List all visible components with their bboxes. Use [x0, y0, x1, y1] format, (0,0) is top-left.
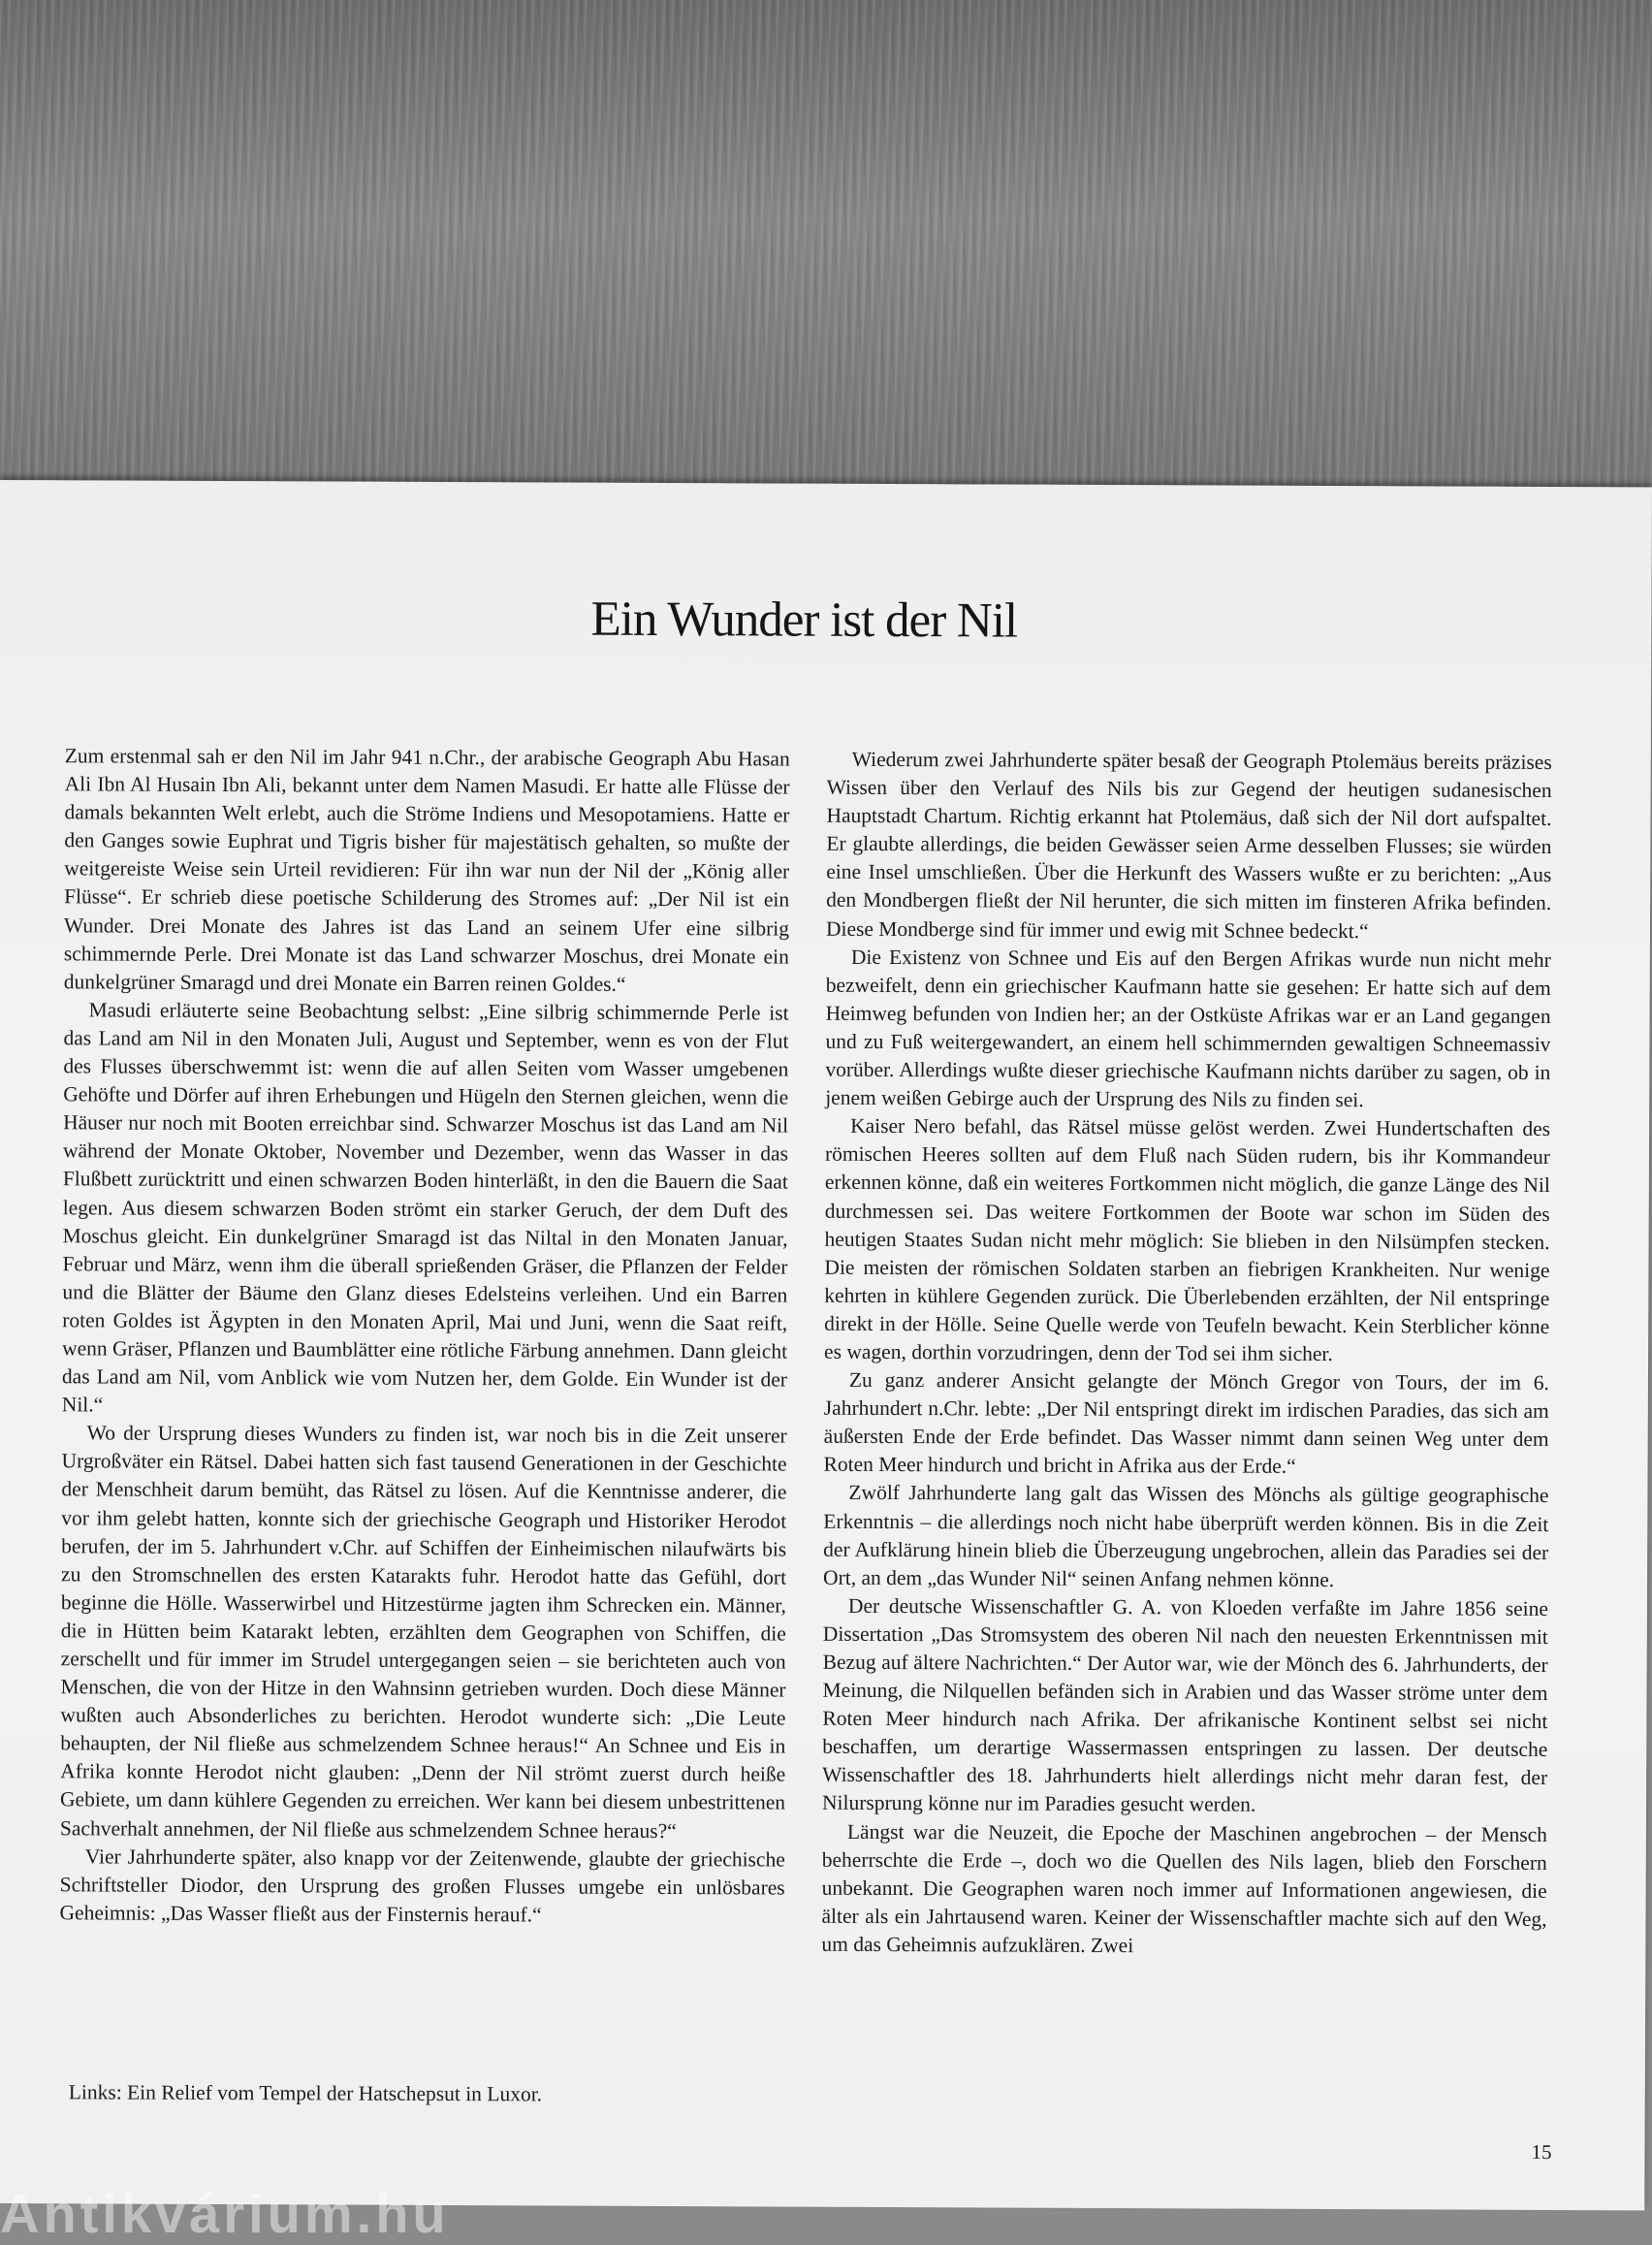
- paragraph: Die Existenz von Schnee und Eis auf den Bergen Afrikas wurde nun nicht mehr bezweifelt, denn ein griechischer Kaufmann hatte sie gesehen: Er hatte sich auf dem Heimweg befunden von Indien her; an der Ostküste Afrikas war er an Land gegangen und zu Fuß weitergewandert, an einem hell schimmernden gewaltigen Schneemassiv vorüber. Allerdings wußte dieser griechische Kaufmann nichts darüber zu sagen, ob in jenem weißen Gebirge auch der Ursprung des Nils zu finden sei.: [825, 945, 1551, 1112]
- paragraph: Zu ganz anderer Ansicht gelangte der Mönch Gregor von Tours, der im 6. Jahrhundert n.Chr. lebte: „Der Nil entspringt direkt im irdischen Paradies, das sich am äußersten Ende der Erde befindet. Das Wasser nimmt dann seinen Weg unter dem Roten Meer hindurch und bricht in Afrika aus der Erde.“: [823, 1367, 1550, 1479]
- paragraph: Wiederum zwei Jahrhunderte später besaß der Geograph Ptolemäus bereits präzises Wissen über den Verlauf des Nils bis zur Gegend der heutigen sudanesischen Hauptstadt Chartum. Richtig erkannt hat Ptolemäus, daß sich der Nil dort aufspaltet. Er glaubte allerdings, die beiden Gewässer seien Arme desselben Flusses; sie würden eine Insel umschließen. Über die Herkunft des Wassers wußte er zu berichten: „Aus den Mondbergen fließt der Nil herunter, die sich mitten im finsteren Afrika befinden. Diese Mondberge sind für immer und ewig mit Schnee bedeckt.“: [825, 747, 1552, 943]
- paragraph: Vier Jahrhunderte später, also knapp vor der Zeitenwende, glaubte der griechische Schriftsteller Diodor, den Ursprung des großen Flusses umgebe ein unlösbares Geheimnis: „Das Wasser fließt aus der Finsternis herauf.“: [59, 1844, 785, 1927]
- paragraph: Masudi erläuterte seine Beobachtung selbst: „Eine silbrig schimmernde Perle ist das Land am Nil in den Monaten Juli, August und September, wenn es von der Flut des Flusses überschwemmt ist: wenn die auf allen Seiten vom Wasser umgebenen Gehöfte und Dörfer auf ihren Erhebungen und Hügeln den Sternen gleichen, wenn die Häuser nur noch mit Booten erreichbar sind. Schwarzer Moschus ist das Land am Nil während der Monate Oktober, November und Dezember, wenn das Wasser in das Flußbett zurücktritt und einen schwarzen Boden hinterläßt, in den die Bauern die Saat legen. Aus diesem schwarzen Boden strömt ein starker Geruch, der dem Duft des Moschus gleicht. Ein dunkelgrüner Smaragd ist das Niltal in den Monaten Januar, Februar und März, wenn ihm die überall sprießenden Gräser, die Pflanzen der Felder und die Blätter der Bäume den Glanz dieses Edelsteins verleihen. Und ein Barren roten Goldes ist Ägypten in den Monaten April, Mai und Juni, wenn die Saat reift, wenn Gräser, Pflanzen und Baumblätter eine rötliche Färbung annehmen. Dann gleicht das Land am Nil, vom Anblick wie vom Nutzen her, dem Golde. Ein Wunder ist der Nil.“: [61, 998, 789, 1417]
- paragraph: Wo der Ursprung dieses Wunders zu finden ist, war noch bis in die Zeit unserer Urgroßväter ein Rätsel. Dabei hatten sich fast tausend Generationen in der Geschichte der Menschheit darum bemüht, das Rätsel zu lösen. Auf die Kenntnisse anderer, die vor ihm gelebt hatten, konnte sich der griechische Geograph und Historiker Herodot berufen, der im 5. Jahrhundert v.Chr. auf Schiffen der Einheimischen nilaufwärts bis zu den Stromschnellen des ersten Katarakts fuhr. Herodot hatte das Gefühl, dort beginne die Hölle. Wasserwirbel und Hitzestürme jagten ihm Schrecken ein. Männer, die in Hütten beim Katarakt lebten, erzählten dem Geographen von Schiffen, die zerschellt und für immer im Strudel untergegangen seien – sie berichteten auch von Menschen, die von der Hitze in den Wahnsinn getrieben wurden. Doch diese Männer wußten auch Absonderliches zu berichten. Herodot wunderte sich: „Die Leute behaupten, der Nil fließe aus schmelzendem Schnee heraus!“ An Schnee und Eis in Afrika konnte Herodot nicht glauben: „Denn der Nil strömt zuerst durch heiße Gebiete, um dann kühlere Gegenden zu erreichen. Wer kann bei diesem unbestrittenen Sachverhalt annehmen, der Nil fließe aus schmelzendem Schnee heraus?“: [59, 1421, 787, 1843]
- book-page: [0, 480, 1652, 2210]
- paragraph: Der deutsche Wissenschaftler G. A. von Kloeden verfaßte im Jahre 1856 seine Dissertation „Das Stromsystem des oberen Nil nach den neuesten Erkenntnissen mit Bezug auf ältere Nachrichten.“ Der Autor war, wie der Mönch des 6. Jahrhunderts, der Meinung, die Nilquellen befänden sich in Arabien und das Wasser ströme unter dem Roten Meer hindurch nach Afrika. Der afrikanische Kontinent selbst sei nicht beschaffen, um derartige Wassermassen entspringen zu lassen. Der deutsche Wissenschaftler des 18. Jahrhunderts hielt allerdings nicht mehr daran fest, der Nilursprung könne nur im Paradies gesucht werden.: [822, 1593, 1548, 1817]
- page-title: Ein Wunder ist der Nil: [590, 592, 1018, 649]
- image-caption: Links: Ein Relief vom Tempel der Hatschepsut in Luxor.: [68, 2080, 543, 2106]
- paragraph: Längst war die Neuzeit, die Epoche der Maschinen angebrochen – der Mensch beherrschte die Erde –, doch wo die Quellen des Nils lagen, blieb den Forschern unbekannt. Die Geographen waren noch immer auf Informationen angewiesen, die älter als ein Jahrtausend waren. Keiner der Wissenschaftler machte sich auf den Weg, um das Geheimnis aufzuklären. Zwei: [821, 1819, 1547, 1958]
- wooden-table-background: [0, 0, 1652, 490]
- right-text-column: [821, 746, 1551, 1962]
- page-number: 15: [1531, 2139, 1552, 2164]
- paragraph: Zwölf Jahrhunderte lang galt das Wissen des Mönchs als gültige geographische Erkenntnis – die allerdings noch nicht habe überprüft werden können. Bis in die Zeit der Aufklärung hinein blieb die Überzeugung ungebrochen, allein das Paradies sei der Ort, an dem „das Wunder Nil“ seinen Anfang nehmen könne.: [823, 1481, 1549, 1591]
- left-text-column: [59, 742, 789, 1930]
- paragraph: Zum erstenmal sah er den Nil im Jahr 941 n.Chr., der arabische Geograph Abu Hasan Ali Ibn Al Husain Ibn Ali, bekannt unter dem Namen Masudi. Er hatte alle Flüsse der damals bekannten Welt erlebt, auch die Ströme Indiens und Mesopotamiens. Hatte er den Ganges sowie Euphrat und Tigris bisher für majestätisch gehalten, so mußte der weitgereiste Weise sein Urteil revidieren: Für ihn war nun der Nil der „König aller Flüsse“. Er schrieb diese poetische Schilderung des Stromes auf: „Der Nil ist ein Wunder. Drei Monate des Jahres ist das Land an seinem Ufer eine silbrig schimmernde Perle. Drei Monate ist das Land schwarzer Moschus, drei Monate ein dunkelgrüner Smaragd und drei Monate ein Barren reinen Goldes.“: [63, 744, 790, 996]
- paragraph: Kaiser Nero befahl, das Rätsel müsse gelöst werden. Zwei Hundertschaften des römischen Heeres sollten auf dem Fluß nach Süden rudern, bis ihr Kommandeur erkennen könne, daß ein weiteres Fortkommen nicht möglich, die ganze Länge des Nil durchmessen sei. Das weitere Fortkommen der Boote war schon im Süden des heutigen Staates Sudan nicht mehr möglich: Sie blieben in den Nilsümpfen stecken. Die meisten der römischen Soldaten starben an fiebrigen Krankheiten. Nur wenige kehrten in kühlere Gegenden zurück. Die Überlebenden erzählten, der Nil entspringe direkt in der Hölle. Seine Quelle werde von Teufeln bewacht. Kein Sterblicher könne es wagen, dorthin vorzudringen, denn der Tod sei ihm sicher.: [824, 1114, 1551, 1365]
- watermark: Antikvárium.hu: [0, 2183, 450, 2244]
